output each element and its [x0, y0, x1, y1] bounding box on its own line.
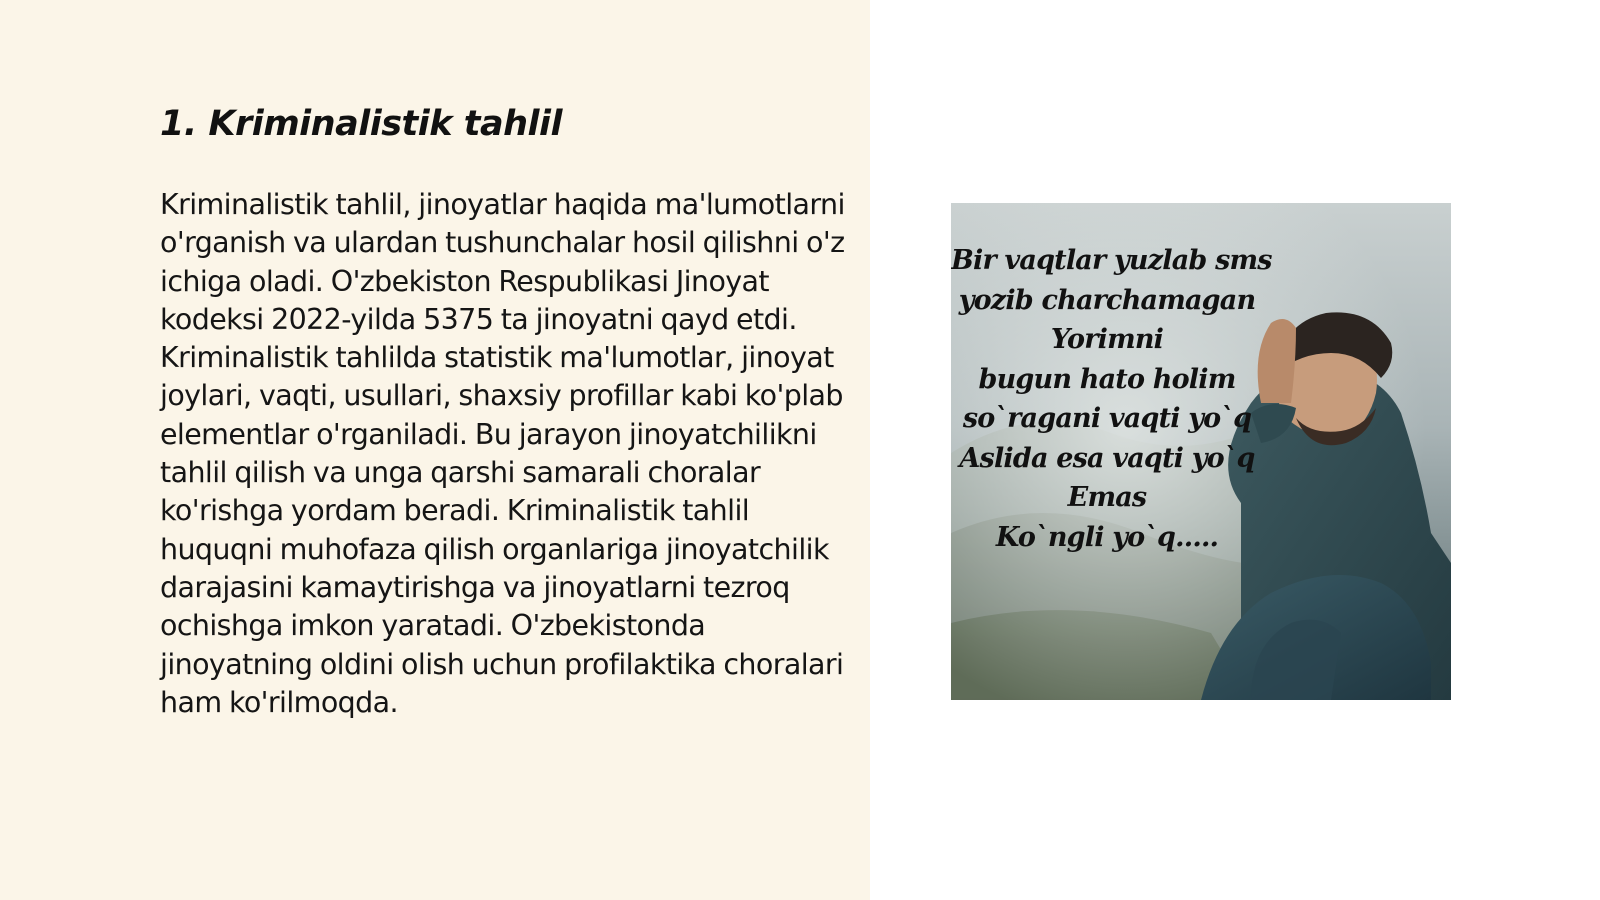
poem-line: Bir vaqtlar yuzlab sms	[951, 245, 1272, 276]
photo-sad-man-with-poem	[951, 203, 1451, 700]
poem-line: Yorimni	[1050, 324, 1164, 355]
slide-title: 1. Kriminalistik tahlil	[160, 104, 562, 144]
poem-line: so`ragani vaqti yo`q	[962, 403, 1252, 434]
poem-line: Ko`ngli yo`q.....	[995, 521, 1219, 553]
poem-overlay	[951, 241, 1272, 557]
poem-line: Aslida esa vaqti yo`q	[959, 442, 1255, 474]
poem-line: bugun hato holim	[978, 363, 1236, 395]
poem-line: Emas	[1067, 482, 1147, 513]
poem-line: yozib charchamagan	[958, 284, 1256, 316]
slide-body-text: Kriminalistik tahlil, jinoyatlar haqida ma'lumotlarni o'rganish va ulardan tushunchalar hosil qilishni o'z ichiga oladi. O'zbekiston Respublikasi Jinoyat kodeksi 2022-yilda 5375 ta jinoyatni qayd etdi. Kriminalistik tahlilda statistik ma'lumotlar, jinoyat joylari, vaqti, usullari, shaxsiy profillar kabi ko'plab elementlar o'rganiladi. Bu jarayon jinoyatchilikni tahlil qilish va unga qarshi samarali choralar ko'rishga yordam beradi. Kriminalistik tahlil huquqni muhofaza qilish organlariga jinoyatchilik darajasini kamaytirishga va jinoyatlarni tezroq ochishga imkon yaratadi. O'zbekistonda jinoyatning oldini olish uchun profilaktika choralari ham ko'rilmoqda.	[160, 188, 845, 719]
